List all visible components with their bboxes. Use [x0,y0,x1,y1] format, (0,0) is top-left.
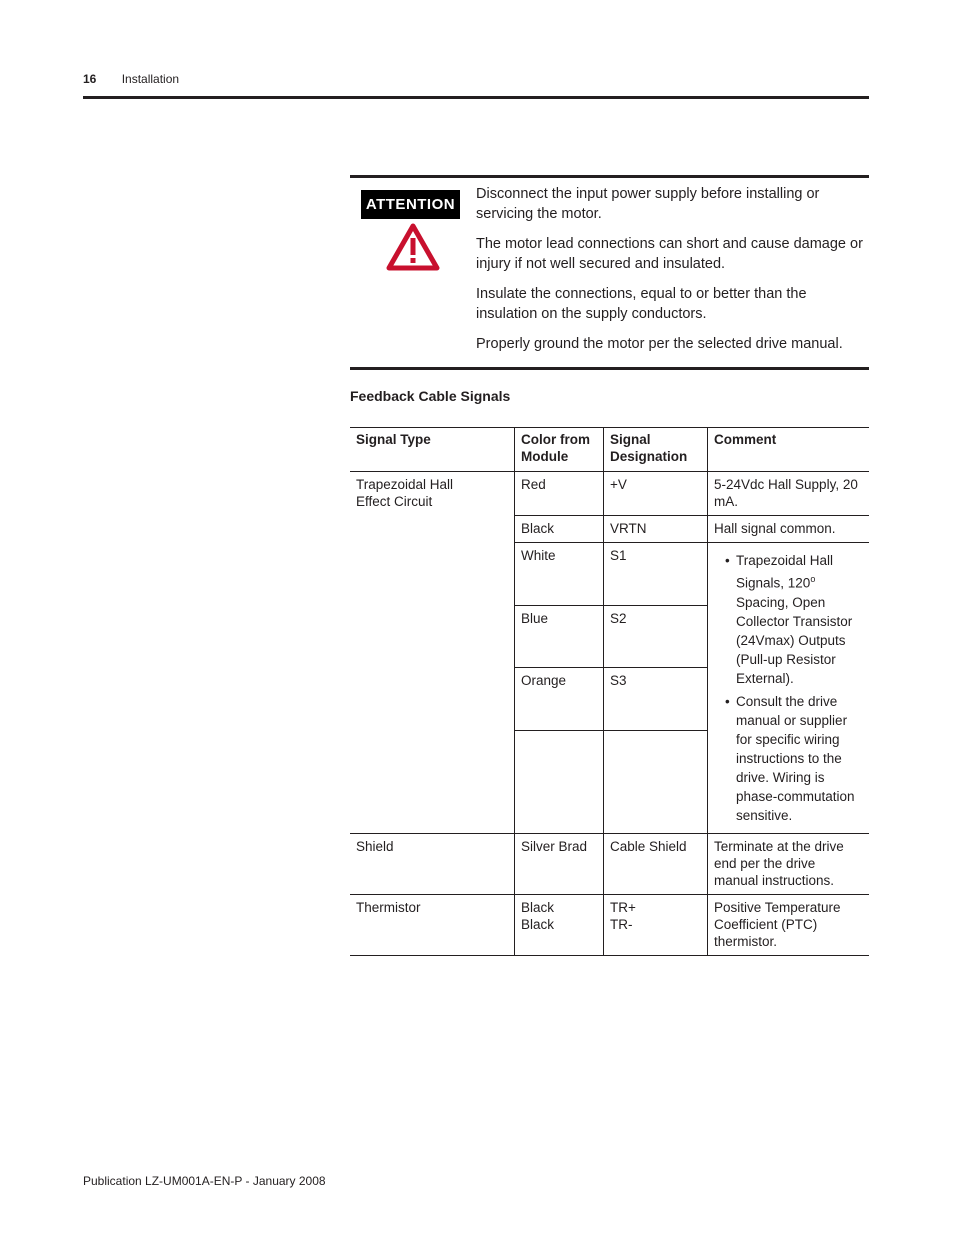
color-cell: Orange [515,668,604,731]
publication-footer: Publication LZ-UM001A-EN-P - January 2008 [83,1174,326,1188]
column-header: Comment [708,428,870,472]
color-cell: Black [515,516,604,543]
designation-value: TR+ [610,899,636,915]
designation-cell: S1 [604,543,708,606]
comment-cell [708,543,870,834]
note-text: Spacing, Open Collector Transistor (24Vmax) Outputs (Pull-up Resistor External). [736,594,853,686]
section-title: Installation [121,72,180,86]
table-title: Feedback Cable Signals [350,388,511,404]
attention-paragraph: Insulate the connections, equal to or better than the insulation on the supply conductors. [476,286,807,322]
attention-top-rule [350,175,869,178]
page-header [83,72,179,86]
comment-cell: Hall signal common. [708,516,870,543]
color-value: Black [521,899,555,915]
color-cell: White [515,543,604,606]
attention-paragraph: Disconnect the input power supply before installing or servicing the motor. [476,186,820,222]
column-header: Color from Module [515,428,604,472]
color-cell: Red [515,472,604,516]
signal-type-cell: Trapezoidal Hall Effect Circuit [350,472,515,834]
list-item [736,551,863,688]
attention-paragraph: The motor lead connections can short and cause damage or injury if not well secured and insulated. [476,236,863,272]
designation-cell: +V [604,472,708,516]
color-value: Black [521,916,555,932]
attention-text [476,184,869,364]
column-header: Signal Type [350,428,515,472]
attention-paragraph: Properly ground the motor per the selected drive manual. [476,336,843,352]
designation-cell: Cable Shield [604,833,708,894]
feedback-cable-signals-table [350,427,869,956]
empty-cell [515,730,604,833]
table-header-row [350,428,869,472]
column-header: Signal Designation [604,428,708,472]
page-number: 16 [83,72,97,86]
warning-triangle-icon [386,223,440,271]
comment-cell: Terminate at the drive end per the drive manual instructions. [708,833,870,894]
table-row [350,472,869,516]
designation-cell: VRTN [604,516,708,543]
signal-type-cell: Thermistor [350,894,515,955]
designation-cell [604,894,708,955]
designation-cell: S3 [604,668,708,731]
hall-signal-notes [714,551,863,825]
color-cell [515,894,604,955]
note-text: Trapezoidal Hall Signals, 120 [736,553,834,591]
attention-badge: ATTENTION [361,190,460,219]
designation-cell: S2 [604,605,708,668]
list-item: • Consult the drive manual or supplier for specific wiring instructions to the drive. Wiring is phase-commutation sensitive. [736,692,863,825]
header-rule [83,96,869,99]
empty-cell [604,730,708,833]
color-cell: Blue [515,605,604,668]
attention-bottom-rule [350,367,869,370]
table-row [350,894,869,955]
comment-cell: Positive Temperature Coefficient (PTC) thermistor. [708,894,870,955]
designation-value: TR- [610,916,633,932]
comment-cell: 5-24Vdc Hall Supply, 20 mA. [708,472,870,516]
signal-type-cell: Shield [350,833,515,894]
degree-superscript: o [810,574,816,584]
table-row [350,833,869,894]
color-cell: Silver Brad [515,833,604,894]
